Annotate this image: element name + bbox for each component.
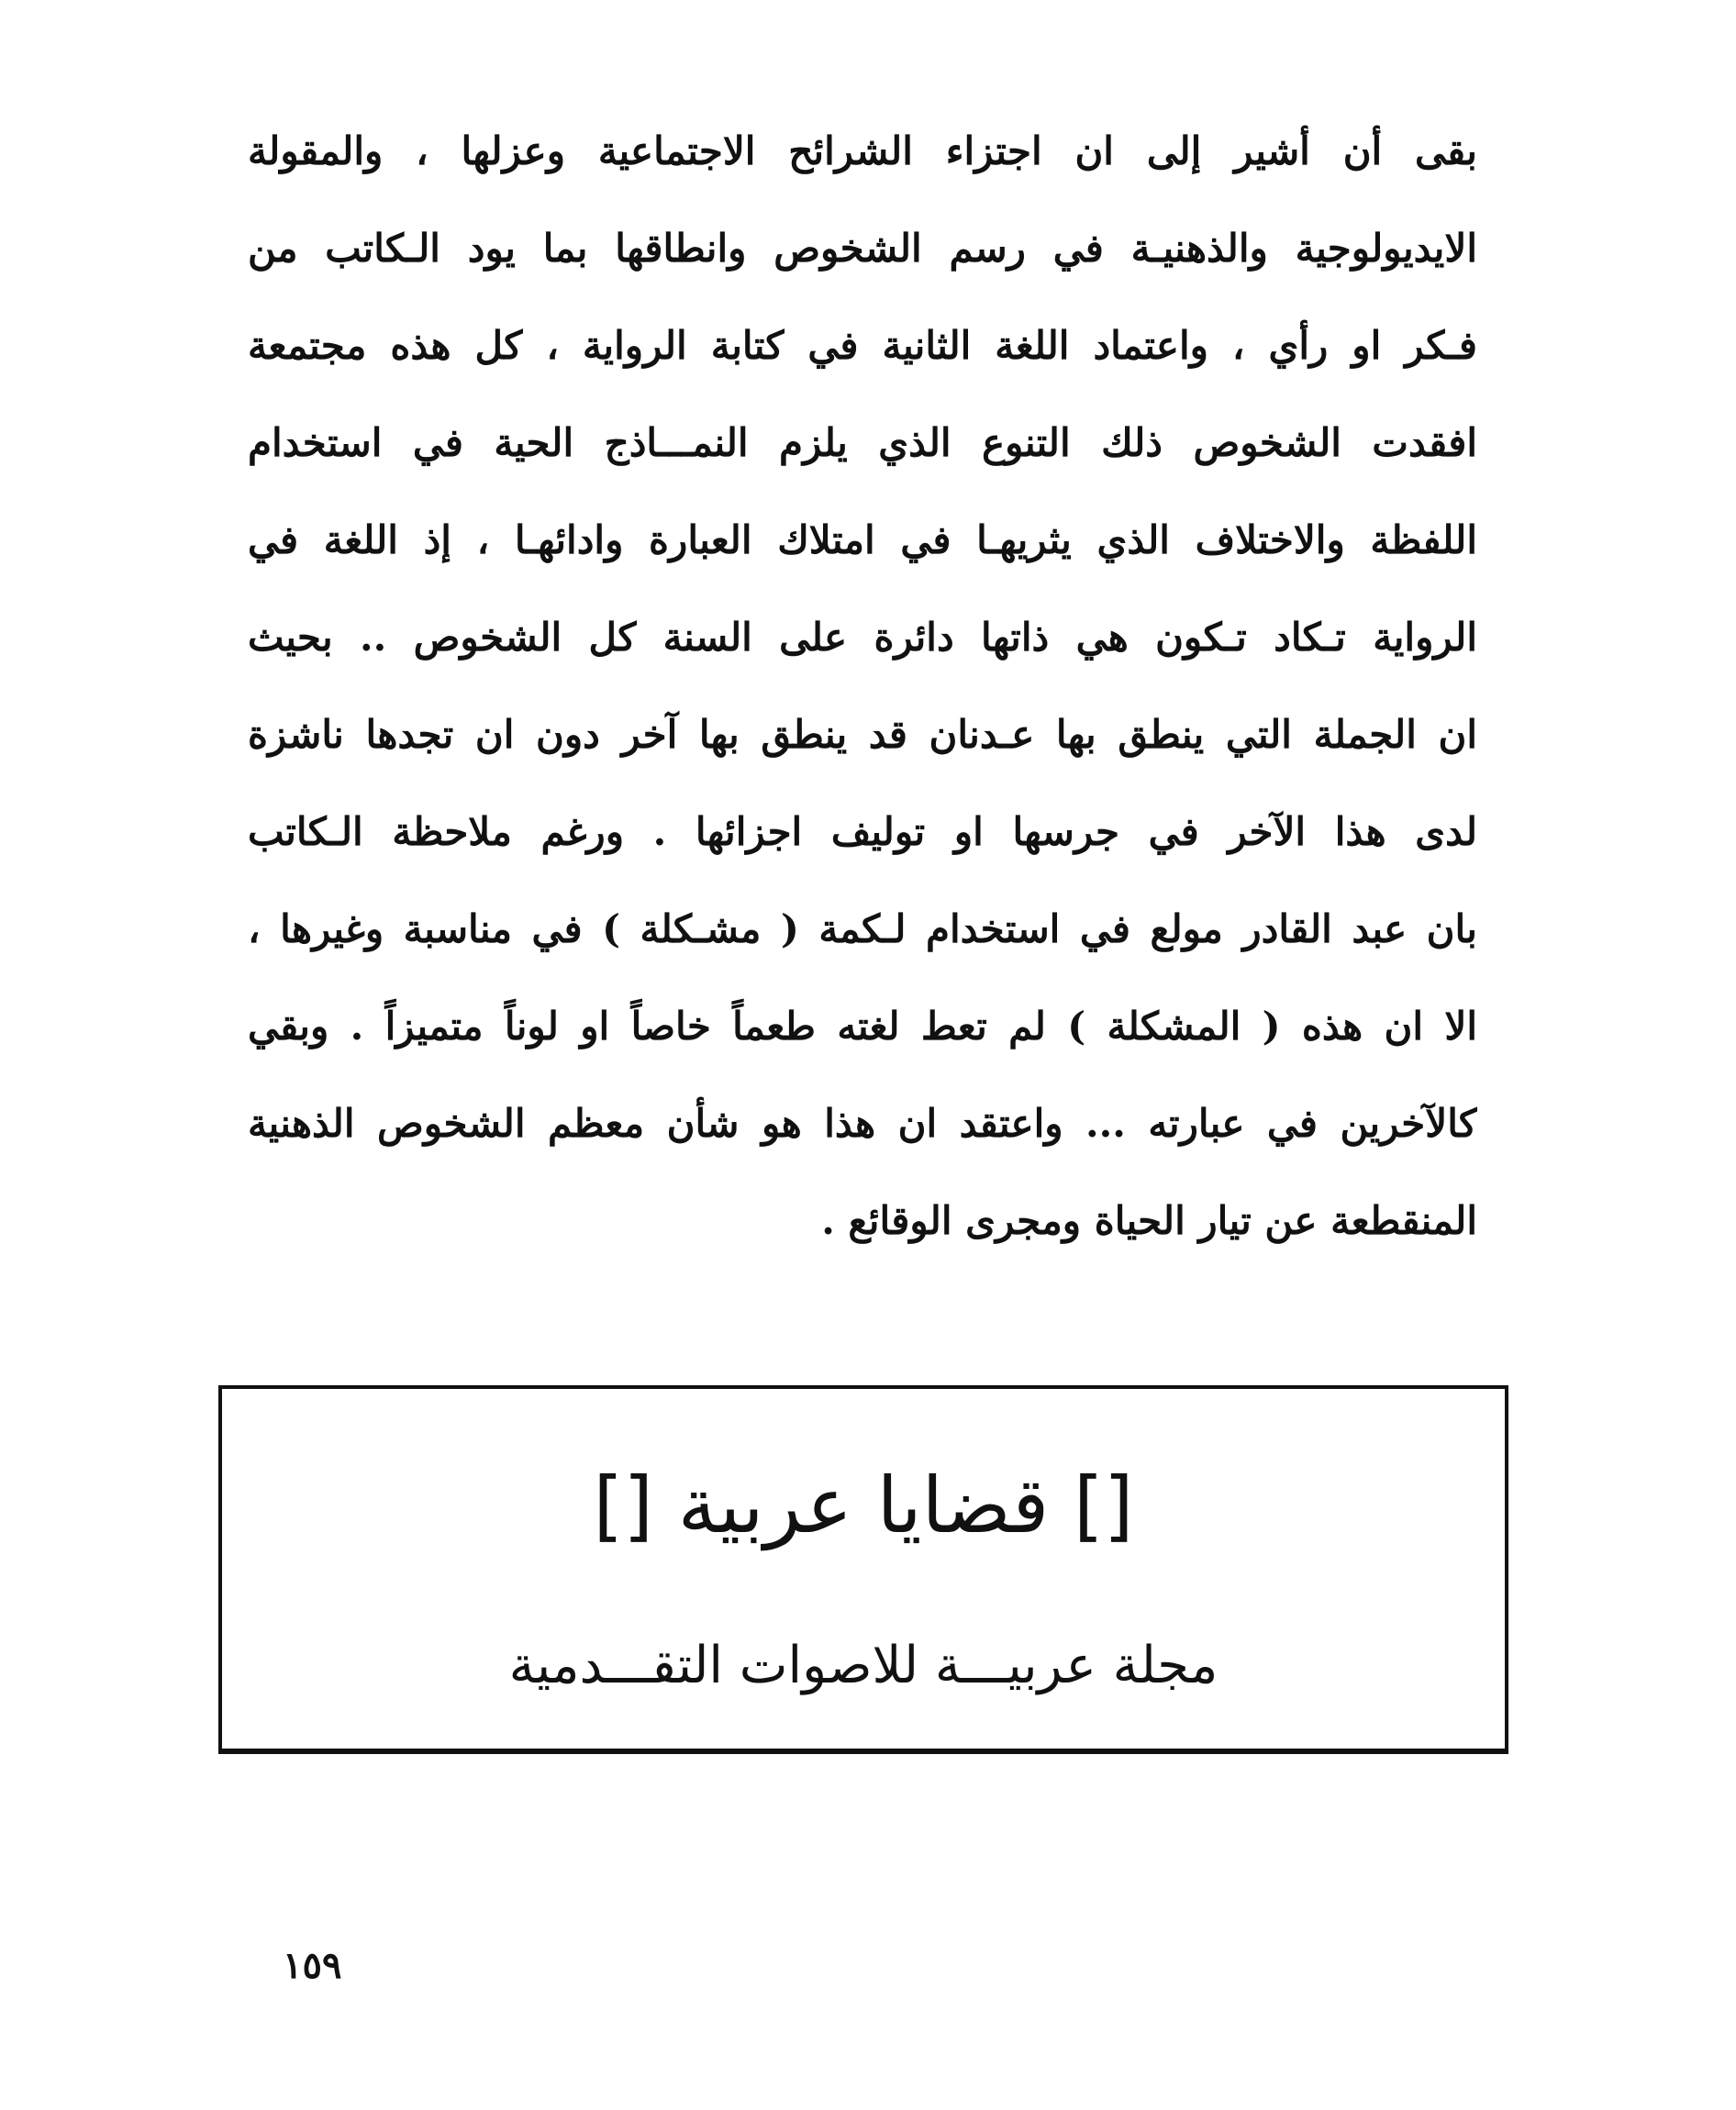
body-line-12: المنقطعة عن تيار الحياة ومجرى الوقائع . <box>821 1198 1477 1243</box>
body-line-6: الرواية تـكاد تـكون هي ذاتها دائرة على السنة كل الشخوص .. بحيث <box>248 615 1477 660</box>
body-line-3: فـكر او رأي ، واعتماد اللغة الثانية في كتابة الرواية ، كل هذه مجتمعة <box>248 323 1477 368</box>
body-line-7: ان الجملة التي ينطق بها عـدنان قد ينطق بها آخر دون ان تجدها ناشزة <box>248 712 1477 757</box>
magazine-advertisement-box <box>218 1385 1508 1754</box>
body-line-8: لدى هذا الآخر في جرسها او توليف اجزائها . ورغم ملاحظة الـكاتب <box>248 809 1477 854</box>
body-paragraph <box>248 103 1477 1270</box>
body-line-11: كالآخرين في عبارته ... واعتقد ان هذا هو شأن معظم الشخوص الذهنية <box>248 1101 1477 1146</box>
magazine-title: [] قضايا عربية [] <box>593 1460 1134 1550</box>
body-line-1: بقى أن أشير إلى ان اجتزاء الشرائح الاجتماعية وعزلها ، والمقولة <box>248 128 1477 173</box>
body-line-2: الايديولوجية والذهنيـة في رسم الشخوص وانطاقها بما يود الـكاتب من <box>248 226 1477 271</box>
body-line-10: الا ان هذه ( المشكلة ) لم تعط لغته طعماً خاصاً او لوناً متميزاً . وبقي <box>248 1004 1477 1049</box>
body-line-9: بان عبد القادر مولع في استخدام لـكمة ( مشـكلة ) في مناسبة وغيرها ، <box>248 906 1477 951</box>
page-number: ١٥٩ <box>283 1944 342 1987</box>
body-line-4: افقدت الشخوص ذلك التنوع الذي يلزم النمـــاذج الحية في استخدام <box>248 420 1477 465</box>
body-line-5: اللفظة والاختلاف الذي يثريهـا في امتلاك العبارة وادائهـا ، إذ اللغة في <box>248 517 1477 562</box>
magazine-subtitle: مجلة عربيـــة للاصوات التقـــدمية <box>508 1636 1219 1695</box>
